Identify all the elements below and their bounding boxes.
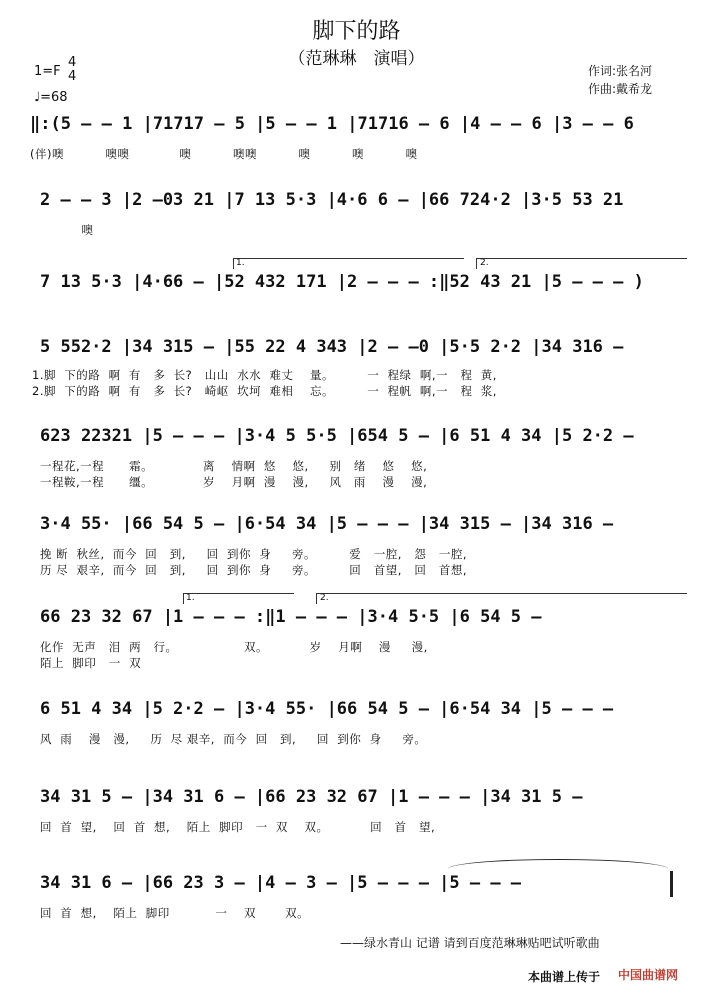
time-signature-top: 4 bbox=[68, 55, 77, 70]
lyric-line-1: 回 首 望, 回 首 想, 陌上 脚印 一 双 双。 回 首 望, bbox=[40, 820, 436, 834]
notation-line: 66 23 32 67 |1 – – – :‖1 – – – |3·4 5·5 |6 54 5 – bbox=[40, 607, 542, 627]
first-ending-bracket bbox=[183, 593, 294, 604]
notation-line: 34 31 6 – |66 23 3 – |4 – 3 – |5 – – – |5 – – – bbox=[40, 873, 522, 893]
lyricist: 作词:张名河 bbox=[588, 64, 653, 78]
lyric-line-1: 挽 断 秋丝, 而今 回 到, 回 到你 身 旁。 爱 一腔, 怨 一腔, bbox=[40, 547, 467, 561]
first-ending-label: 1. bbox=[236, 258, 245, 268]
notation-line: 2 – – 3 |2 –03 21 |7 13 5·3 |4·6 6 – |66 724·2 |3·5 53 21 bbox=[40, 190, 624, 210]
first-ending-bracket bbox=[233, 258, 464, 269]
notation-line: 34 31 5 – |34 31 6 – |66 23 32 67 |1 – – – |34 31 5 – bbox=[40, 787, 583, 807]
upload-note: 本曲谱上传于 bbox=[528, 970, 601, 984]
second-ending-label: 2. bbox=[320, 593, 329, 603]
notation-line: 623 22321 |5 – – – |3·4 5 5·5 |654 5 – |6 51 4 34 |5 2·2 – bbox=[40, 426, 634, 446]
composer: 作曲:戴希龙 bbox=[588, 82, 653, 96]
lyric-line-1: 一程花,一程 霜。 离 情啊 悠 悠, 别 绪 悠 悠, bbox=[40, 459, 428, 473]
tie-arc bbox=[448, 859, 668, 869]
lyric-line-2: 历 尽 艰辛, 而今 回 到, 回 到你 身 旁。 回 首望, 回 首想, bbox=[40, 563, 467, 577]
lyric-line-2: 2.脚 下的路 啊 有 多 长? 崎岖 坎坷 难相 忘。 一 程帆 啊,一 程 浆, bbox=[32, 384, 497, 398]
second-ending-bracket bbox=[476, 258, 687, 269]
notation-line: 7 13 5·3 |4·66 – |52 432 171 |2 – – – :‖52 43 21 |5 – – – ) bbox=[40, 272, 644, 292]
notation-line: 5 552·2 |34 315 – |55 22 4 343 |2 – –0 |5·5 2·2 |34 316 – bbox=[40, 337, 624, 357]
tempo-marking: ♩=68 bbox=[34, 90, 68, 105]
notation-line: 3·4 55· |66 54 5 – |6·54 34 |5 – – – |34 315 – |34 316 – bbox=[40, 514, 614, 534]
lyric-line-2: 陌上 脚印 一 双 bbox=[40, 656, 142, 670]
lyric-line-1: 风 雨 漫 漫, 历 尽 艰辛, 而今 回 到, 回 到你 身 旁。 bbox=[40, 732, 427, 746]
final-barline bbox=[670, 871, 673, 897]
lyric-line-1: 回 首 想, 陌上 脚印 一 双 双。 bbox=[40, 906, 310, 920]
first-ending-label: 1. bbox=[186, 593, 195, 603]
second-ending-label: 2. bbox=[480, 258, 489, 268]
lyric-line-1: 化作 无声 泪 两 行。 双。 岁 月啊 漫 漫, bbox=[40, 640, 428, 654]
notation-line: ‖:(5 – – 1 |71717 – 5 |5 – – 1 |71716 – 6 |4 – – 6 |3 – – 6 bbox=[30, 114, 634, 134]
time-signature-bottom: 4 bbox=[68, 69, 77, 84]
site-logo: 中国曲谱网 bbox=[618, 968, 679, 982]
lyric-line-1: 1.脚 下的路 啊 有 多 长? 山山 水水 难丈 量。 一 程绿 啊,一 程 黄, bbox=[32, 368, 497, 382]
notation-line: 6 51 4 34 |5 2·2 – |3·4 55· |66 54 5 – |6·54 34 |5 – – – bbox=[40, 699, 614, 719]
transcriber-credit: ——绿水青山 记谱 请到百度范琳琳贴吧试听歌曲 bbox=[340, 936, 600, 950]
lyric-line-1: (伴)噢 噢噢 噢 噢噢 噢 噢 噢 bbox=[30, 147, 418, 161]
lyric-line-1: 噢 bbox=[40, 223, 94, 237]
time-signature bbox=[68, 56, 76, 84]
lyric-line-2: 一程鞍,一程 缰。 岁 月啊 漫 漫, 风 雨 漫 漫, bbox=[40, 475, 428, 489]
second-ending-bracket bbox=[316, 593, 687, 604]
key-signature: 1=F bbox=[34, 64, 61, 79]
page-title: 脚下的路 bbox=[312, 19, 401, 44]
subtitle: （范琳琳 演唱） bbox=[288, 49, 425, 69]
